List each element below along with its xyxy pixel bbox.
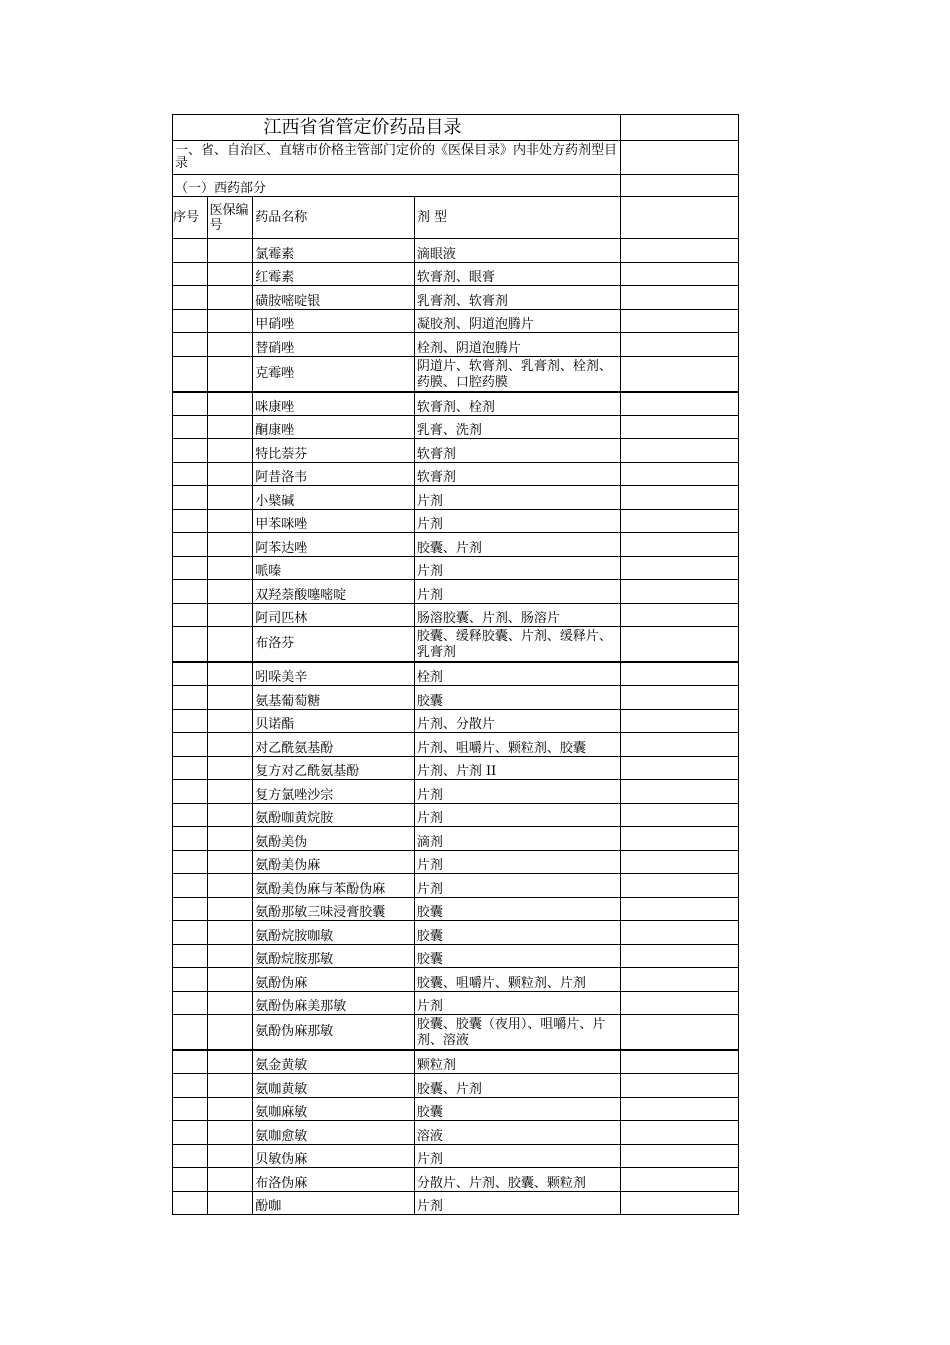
seq-cell [173, 533, 208, 557]
seq-cell [173, 486, 208, 510]
table-row [173, 662, 739, 686]
drug-name-cell: 氯霉素 [253, 239, 415, 263]
seq-cell [173, 709, 208, 733]
dosage-form-cell: 片剂 [414, 580, 620, 604]
insurance-code-cell [207, 627, 253, 663]
empty-cell [621, 239, 739, 263]
table-row [173, 603, 739, 627]
insurance-code-cell [207, 580, 253, 604]
header-insurance-code: 医保编号 [207, 197, 253, 239]
drug-name-cell: 氨酚咖黄烷胺 [253, 803, 415, 827]
drug-name-cell: 复方氯唑沙宗 [253, 780, 415, 804]
empty-cell [621, 286, 739, 310]
table-row [173, 556, 739, 580]
dosage-form-cell: 胶囊 [414, 921, 620, 945]
table-row [173, 533, 739, 557]
drug-name-cell: 阿司匹林 [253, 603, 415, 627]
dosage-form-cell: 片剂 [414, 1191, 620, 1215]
drug-name-cell: 氨基葡萄糖 [253, 686, 415, 710]
drug-name-cell: 复方对乙酰氨基酚 [253, 756, 415, 780]
dosage-form-cell: 片剂 [414, 991, 620, 1015]
subsection-heading: （一）西药部分 [173, 175, 621, 197]
dosage-form-cell: 栓剂、阴道泡腾片 [414, 333, 620, 357]
drug-name-cell: 贝诺酯 [253, 709, 415, 733]
drug-name-cell: 双羟萘酸噻嘧啶 [253, 580, 415, 604]
table-row [173, 756, 739, 780]
empty-cell [621, 968, 739, 992]
dosage-form-cell: 片剂 [414, 850, 620, 874]
dosage-form-cell: 片剂、片剂 II [414, 756, 620, 780]
table-row [173, 733, 739, 757]
dosage-form-cell: 胶囊 [414, 1097, 620, 1121]
empty-cell [621, 415, 739, 439]
dosage-form-cell: 胶囊、片剂 [414, 1074, 620, 1098]
insurance-code-cell [207, 286, 253, 310]
drug-name-cell: 酮康唑 [253, 415, 415, 439]
empty-cell [621, 1074, 739, 1098]
seq-cell [173, 686, 208, 710]
empty-cell [621, 733, 739, 757]
insurance-code-cell [207, 439, 253, 463]
empty-cell [621, 874, 739, 898]
table-row [173, 1168, 739, 1192]
table-row [173, 709, 739, 733]
insurance-code-cell [207, 1168, 253, 1192]
empty-cell [621, 141, 739, 175]
seq-cell [173, 1097, 208, 1121]
drug-name-cell: 克霉唑 [253, 356, 415, 392]
dosage-form-cell: 软膏剂 [414, 439, 620, 463]
empty-cell [621, 356, 739, 392]
header-seq: 序号 [173, 197, 208, 239]
table-row [173, 1015, 739, 1051]
insurance-code-cell [207, 309, 253, 333]
insurance-code-cell [207, 486, 253, 510]
seq-cell [173, 803, 208, 827]
table-row [173, 262, 739, 286]
insurance-code-cell [207, 827, 253, 851]
drug-name-cell: 甲硝唑 [253, 309, 415, 333]
seq-cell [173, 239, 208, 263]
empty-cell [621, 709, 739, 733]
header-dosage-form: 剂 型 [414, 197, 620, 239]
empty-cell [621, 944, 739, 968]
table-row [173, 439, 739, 463]
empty-cell [621, 486, 739, 510]
insurance-code-cell [207, 662, 253, 686]
seq-cell [173, 850, 208, 874]
insurance-code-cell [207, 756, 253, 780]
insurance-code-cell [207, 262, 253, 286]
seq-cell [173, 262, 208, 286]
dosage-form-cell: 胶囊 [414, 686, 620, 710]
dosage-form-cell: 片剂 [414, 486, 620, 510]
dosage-form-cell: 胶囊、咀嚼片、颗粒剂、片剂 [414, 968, 620, 992]
insurance-code-cell [207, 1191, 253, 1215]
seq-cell [173, 462, 208, 486]
drug-name-cell: 甲苯咪唑 [253, 509, 415, 533]
insurance-code-cell [207, 239, 253, 263]
table-row [173, 874, 739, 898]
dosage-form-cell: 软膏剂、眼膏 [414, 262, 620, 286]
empty-cell [621, 175, 739, 197]
insurance-code-cell [207, 921, 253, 945]
drug-name-cell: 氨金黄敏 [253, 1050, 415, 1074]
insurance-code-cell [207, 603, 253, 627]
dosage-form-cell: 胶囊 [414, 944, 620, 968]
seq-cell [173, 309, 208, 333]
empty-cell [621, 850, 739, 874]
empty-cell [621, 662, 739, 686]
empty-cell [621, 897, 739, 921]
dosage-form-cell: 颗粒剂 [414, 1050, 620, 1074]
table-row [173, 286, 739, 310]
seq-cell [173, 580, 208, 604]
empty-cell [621, 1050, 739, 1074]
header-drug-name: 药品名称 [253, 197, 415, 239]
insurance-code-cell [207, 780, 253, 804]
drug-name-cell: 氨酚美伪麻 [253, 850, 415, 874]
empty-cell [621, 197, 739, 239]
empty-cell [621, 462, 739, 486]
table-row [173, 309, 739, 333]
seq-cell [173, 556, 208, 580]
empty-cell [621, 1097, 739, 1121]
insurance-code-cell [207, 733, 253, 757]
drug-catalog-sheet [172, 114, 739, 1215]
insurance-code-cell [207, 415, 253, 439]
insurance-code-cell [207, 509, 253, 533]
drug-name-cell: 吲哚美辛 [253, 662, 415, 686]
insurance-code-cell [207, 1050, 253, 1074]
table-row [173, 333, 739, 357]
insurance-code-cell [207, 709, 253, 733]
table-row [173, 850, 739, 874]
empty-cell [621, 392, 739, 416]
dosage-form-cell: 溶液 [414, 1121, 620, 1145]
table-row [173, 944, 739, 968]
dosage-form-cell: 片剂、分散片 [414, 709, 620, 733]
seq-cell [173, 1121, 208, 1145]
insurance-code-cell [207, 850, 253, 874]
empty-cell [621, 756, 739, 780]
insurance-code-cell [207, 944, 253, 968]
seq-cell [173, 756, 208, 780]
seq-cell [173, 1144, 208, 1168]
drug-catalog-table [172, 114, 739, 1215]
seq-cell [173, 603, 208, 627]
drug-name-cell: 氨咖愈敏 [253, 1121, 415, 1145]
dosage-form-cell: 胶囊、片剂 [414, 533, 620, 557]
drug-name-cell: 布洛伪麻 [253, 1168, 415, 1192]
drug-name-cell: 氨酚伪麻 [253, 968, 415, 992]
table-row [173, 356, 739, 392]
table-row [173, 1144, 739, 1168]
seq-cell [173, 780, 208, 804]
table-row [173, 486, 739, 510]
drug-name-cell: 氨咖黄敏 [253, 1074, 415, 1098]
drug-name-cell: 氨酚美伪 [253, 827, 415, 851]
table-row [173, 415, 739, 439]
dosage-form-cell: 栓剂 [414, 662, 620, 686]
seq-cell [173, 1191, 208, 1215]
drug-name-cell: 酚咖 [253, 1191, 415, 1215]
seq-cell [173, 897, 208, 921]
seq-cell [173, 1074, 208, 1098]
empty-cell [621, 309, 739, 333]
insurance-code-cell [207, 1097, 253, 1121]
table-row [173, 803, 739, 827]
table-row [173, 509, 739, 533]
seq-cell [173, 286, 208, 310]
dosage-form-cell: 片剂 [414, 803, 620, 827]
insurance-code-cell [207, 392, 253, 416]
dosage-form-cell: 胶囊、缓释胶囊、片剂、缓释片、乳膏剂 [414, 627, 620, 663]
seq-cell [173, 874, 208, 898]
insurance-code-cell [207, 1015, 253, 1051]
seq-cell [173, 392, 208, 416]
empty-cell [621, 439, 739, 463]
dosage-form-cell: 软膏剂 [414, 462, 620, 486]
empty-cell [621, 827, 739, 851]
empty-cell [621, 1015, 739, 1051]
seq-cell [173, 944, 208, 968]
table-row [173, 968, 739, 992]
seq-cell [173, 333, 208, 357]
table-row [173, 627, 739, 663]
empty-cell [621, 686, 739, 710]
insurance-code-cell [207, 462, 253, 486]
seq-cell [173, 991, 208, 1015]
document-title: 江西省省管定价药品目录 [173, 115, 621, 141]
drug-name-cell: 氨酚那敏三味浸膏胶囊 [253, 897, 415, 921]
drug-name-cell: 布洛芬 [253, 627, 415, 663]
drug-name-cell: 阿昔洛韦 [253, 462, 415, 486]
dosage-form-cell: 滴眼液 [414, 239, 620, 263]
insurance-code-cell [207, 1074, 253, 1098]
drug-name-cell: 氨酚美伪麻与苯酚伪麻 [253, 874, 415, 898]
empty-cell [621, 1121, 739, 1145]
seq-cell [173, 509, 208, 533]
empty-cell [621, 115, 739, 141]
empty-cell [621, 533, 739, 557]
dosage-form-cell: 胶囊 [414, 897, 620, 921]
table-row [173, 239, 739, 263]
seq-cell [173, 827, 208, 851]
table-row [173, 991, 739, 1015]
empty-cell [621, 580, 739, 604]
empty-cell [621, 921, 739, 945]
insurance-code-cell [207, 1121, 253, 1145]
dosage-form-cell: 片剂 [414, 509, 620, 533]
table-row [173, 1050, 739, 1074]
seq-cell [173, 968, 208, 992]
insurance-code-cell [207, 803, 253, 827]
insurance-code-cell [207, 533, 253, 557]
table-row [173, 686, 739, 710]
drug-name-cell: 氨酚伪麻美那敏 [253, 991, 415, 1015]
insurance-code-cell [207, 686, 253, 710]
dosage-form-cell: 片剂、咀嚼片、颗粒剂、胶囊 [414, 733, 620, 757]
insurance-code-cell [207, 968, 253, 992]
dosage-form-cell: 滴剂 [414, 827, 620, 851]
title-row [173, 115, 739, 141]
insurance-code-cell [207, 333, 253, 357]
dosage-form-cell: 胶囊、胶囊（夜用）、咀嚼片、片剂、溶液 [414, 1015, 620, 1051]
seq-cell [173, 356, 208, 392]
dosage-form-cell: 片剂 [414, 874, 620, 898]
empty-cell [621, 333, 739, 357]
dosage-form-cell: 片剂 [414, 1144, 620, 1168]
dosage-form-cell: 片剂 [414, 556, 620, 580]
table-row [173, 1121, 739, 1145]
drug-name-cell: 磺胺嘧啶银 [253, 286, 415, 310]
empty-cell [621, 1191, 739, 1215]
empty-cell [621, 603, 739, 627]
insurance-code-cell [207, 897, 253, 921]
table-row [173, 1191, 739, 1215]
empty-cell [621, 262, 739, 286]
drug-name-cell: 阿苯达唑 [253, 533, 415, 557]
subsection-row [173, 175, 739, 197]
drug-name-cell: 氨酚烷胺那敏 [253, 944, 415, 968]
dosage-form-cell: 乳膏、洗剂 [414, 415, 620, 439]
drug-name-cell: 氨咖麻敏 [253, 1097, 415, 1121]
empty-cell [621, 509, 739, 533]
dosage-form-cell: 乳膏剂、软膏剂 [414, 286, 620, 310]
table-row [173, 1074, 739, 1098]
dosage-form-cell: 软膏剂、栓剂 [414, 392, 620, 416]
seq-cell [173, 1050, 208, 1074]
drug-name-cell: 替硝唑 [253, 333, 415, 357]
dosage-form-cell: 凝胶剂、阴道泡腾片 [414, 309, 620, 333]
seq-cell [173, 921, 208, 945]
empty-cell [621, 803, 739, 827]
drug-name-cell: 特比萘芬 [253, 439, 415, 463]
insurance-code-cell [207, 556, 253, 580]
empty-cell [621, 1144, 739, 1168]
seq-cell [173, 662, 208, 686]
dosage-form-cell: 阴道片、软膏剂、乳膏剂、栓剂、药膜、口腔药膜 [414, 356, 620, 392]
table-row [173, 921, 739, 945]
drug-name-cell: 氨酚伪麻那敏 [253, 1015, 415, 1051]
table-row [173, 392, 739, 416]
insurance-code-cell [207, 356, 253, 392]
seq-cell [173, 733, 208, 757]
seq-cell [173, 1168, 208, 1192]
seq-cell [173, 627, 208, 663]
empty-cell [621, 627, 739, 663]
drug-name-cell: 红霉素 [253, 262, 415, 286]
table-row [173, 462, 739, 486]
drug-name-cell: 贝敏伪麻 [253, 1144, 415, 1168]
section-row [173, 141, 739, 175]
header-row [173, 197, 739, 239]
empty-cell [621, 1168, 739, 1192]
section-heading: 一、省、自治区、直辖市价格主管部门定价的《医保目录》内非处方药剂型目录 [173, 141, 621, 175]
drug-name-cell: 小檗碱 [253, 486, 415, 510]
table-row [173, 580, 739, 604]
table-row [173, 827, 739, 851]
dosage-form-cell: 片剂 [414, 780, 620, 804]
insurance-code-cell [207, 874, 253, 898]
drug-name-cell: 哌嗪 [253, 556, 415, 580]
dosage-form-cell: 分散片、片剂、胶囊、颗粒剂 [414, 1168, 620, 1192]
empty-cell [621, 780, 739, 804]
drug-name-cell: 咪康唑 [253, 392, 415, 416]
insurance-code-cell [207, 1144, 253, 1168]
empty-cell [621, 556, 739, 580]
table-row [173, 780, 739, 804]
insurance-code-cell [207, 991, 253, 1015]
table-row [173, 897, 739, 921]
empty-cell [621, 991, 739, 1015]
table-row [173, 1097, 739, 1121]
seq-cell [173, 415, 208, 439]
dosage-form-cell: 肠溶胶囊、片剂、肠溶片 [414, 603, 620, 627]
drug-name-cell: 氨酚烷胺咖敏 [253, 921, 415, 945]
drug-name-cell: 对乙酰氨基酚 [253, 733, 415, 757]
seq-cell [173, 1015, 208, 1051]
seq-cell [173, 439, 208, 463]
